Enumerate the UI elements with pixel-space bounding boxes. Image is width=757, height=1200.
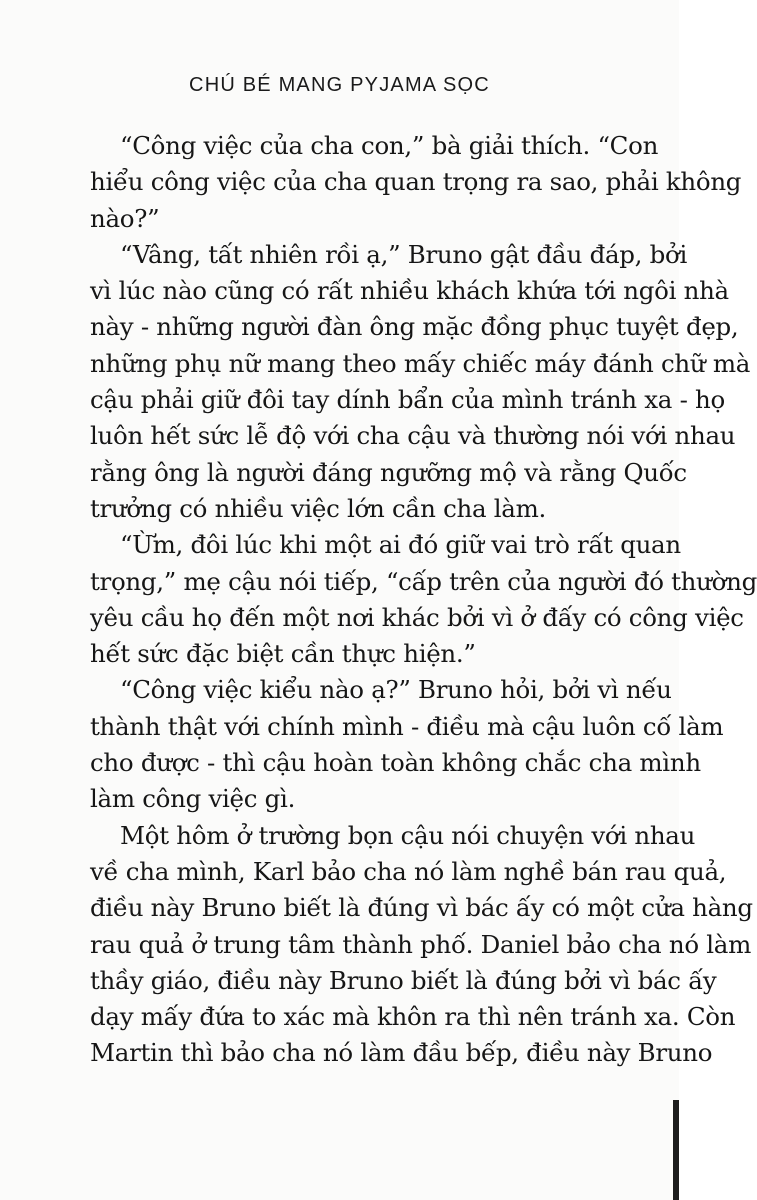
text-line: Martin thì bảo cha nó làm đầu bếp, điều này Bruno xyxy=(90,1038,713,1068)
text-line: nào?” xyxy=(90,203,160,233)
text-line: thành thật với chính mình - điều mà cậu luôn cố làm xyxy=(90,711,724,741)
text-line: rau quả ở trung tâm thành phố. Daniel bảo cha nó làm xyxy=(90,929,752,959)
text-line: trọng,” mẹ cậu nói tiếp, “cấp trên của người đó thường xyxy=(90,566,757,596)
text-line: luôn hết sức lễ độ với cha cậu và thường nói với nhau xyxy=(90,421,736,451)
text-line: điều này Bruno biết là đúng vì bác ấy có một cửa hàng xyxy=(90,893,753,923)
text-line: làm công việc gì. xyxy=(90,784,296,814)
page-edge-shadow xyxy=(673,1100,679,1200)
text-line: những phụ nữ mang theo mấy chiếc máy đánh chữ mà xyxy=(90,348,751,378)
text-line: “Vâng, tất nhiên rồi ạ,” Bruno gật đầu đáp, bởi xyxy=(120,239,687,269)
running-header: CHÚ BÉ MANG PYJAMA SỌC xyxy=(189,74,490,96)
text-line: hiểu công việc của cha quan trọng ra sao, phải không xyxy=(90,167,742,197)
text-line: “Công việc của cha con,” bà giải thích. “Con xyxy=(120,131,659,160)
text-line: cho được - thì cậu hoàn toàn không chắc cha mình xyxy=(90,748,701,778)
text-line: cậu phải giữ đôi tay dính bẩn của mình tránh xa - họ xyxy=(90,385,725,415)
text-line: dạy mấy đứa to xác mà khôn ra thì nên tránh xa. Còn xyxy=(90,1002,736,1032)
text-line: yêu cầu họ đến một nơi khác bởi vì ở đấy có công việc xyxy=(90,602,744,632)
text-line: này - những người đàn ông mặc đồng phục tuyệt đẹp, xyxy=(90,312,739,342)
text-line: về cha mình, Karl bảo cha nó làm nghề bán rau quả, xyxy=(90,856,727,886)
text-line: vì lúc nào cũng có rất nhiều khách khứa tới ngôi nhà xyxy=(90,276,729,306)
text-line: “Ừm, đôi lúc khi một ai đó giữ vai trò rất quan xyxy=(120,530,681,560)
text-line: Một hôm ở trường bọn cậu nói chuyện với nhau xyxy=(120,820,696,850)
text-line: “Công việc kiểu nào ạ?” Bruno hỏi, bởi vì nếu xyxy=(120,675,672,705)
text-line: hết sức đặc biệt cần thực hiện.” xyxy=(90,639,476,669)
text-line: trưởng có nhiều việc lớn cần cha làm. xyxy=(90,493,547,523)
body-text xyxy=(90,128,757,1072)
text-line: thầy giáo, điều này Bruno biết là đúng bởi vì bác ấy xyxy=(90,965,717,995)
text-line: rằng ông là người đáng ngưỡng mộ và rằng Quốc xyxy=(90,457,687,487)
